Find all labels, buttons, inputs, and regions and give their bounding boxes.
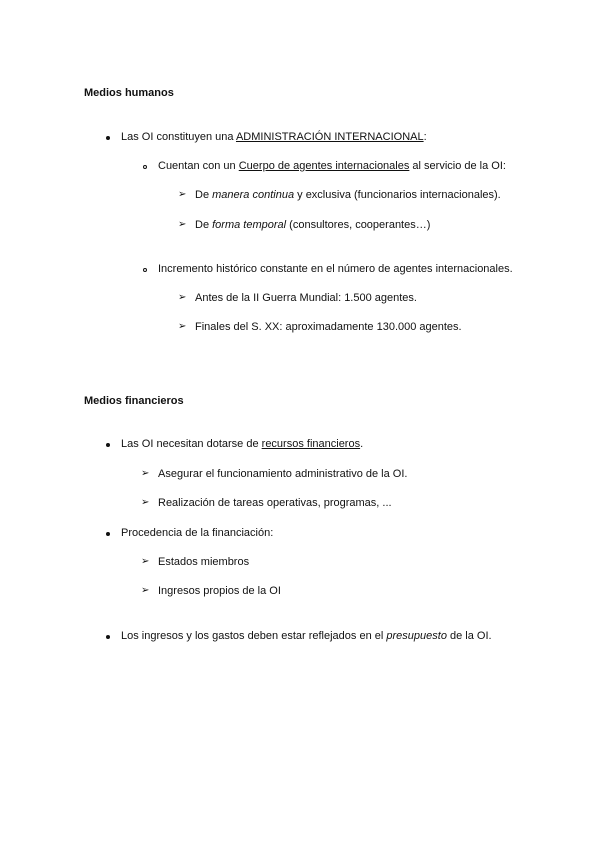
- arrow-bullet-icon: ➢: [178, 321, 187, 332]
- list-item: Finales del S. XX: aproximadamente 130.000 agentes.: [195, 321, 462, 333]
- bullet-icon: [106, 136, 110, 140]
- arrow-bullet-icon: ➢: [141, 468, 150, 479]
- list-item: Las OI constituyen una ADMINISTRACIÓN INTERNACIONAL:: [121, 131, 427, 143]
- arrow-bullet-icon: ➢: [178, 292, 187, 303]
- list-item: Las OI necesitan dotarse de recursos financieros.: [121, 438, 364, 450]
- heading-medios-humanos: Medios humanos: [84, 87, 174, 99]
- list-item: De forma temporal (consultores, cooperantes…): [195, 219, 431, 231]
- circle-bullet-icon: [143, 268, 147, 272]
- list-item: Procedencia de la financiación:: [121, 527, 274, 539]
- arrow-bullet-icon: ➢: [141, 585, 150, 596]
- arrow-bullet-icon: ➢: [178, 219, 187, 230]
- bullet-icon: [106, 443, 110, 447]
- list-item: Antes de la II Guerra Mundial: 1.500 agentes.: [195, 292, 417, 304]
- bullet-icon: [106, 635, 110, 639]
- list-item: Los ingresos y los gastos deben estar reflejados en el presupuesto de la OI.: [121, 630, 492, 642]
- list-item: Ingresos propios de la OI: [158, 585, 281, 597]
- list-item: De manera continua y exclusiva (funcionarios internacionales).: [195, 189, 501, 201]
- arrow-bullet-icon: ➢: [141, 497, 150, 508]
- circle-bullet-icon: [143, 165, 147, 169]
- list-item: Estados miembros: [158, 556, 250, 568]
- list-item: Asegurar el funcionamiento administrativo de la OI.: [158, 468, 408, 480]
- list-item: Cuentan con un Cuerpo de agentes internacionales al servicio de la OI:: [158, 160, 506, 172]
- heading-medios-financieros: Medios financieros: [84, 395, 184, 407]
- list-item: Incremento histórico constante en el número de agentes internacionales.: [158, 263, 513, 275]
- arrow-bullet-icon: ➢: [178, 189, 187, 200]
- bullet-icon: [106, 532, 110, 536]
- list-item: Realización de tareas operativas, programas, ...: [158, 497, 392, 509]
- arrow-bullet-icon: ➢: [141, 556, 150, 567]
